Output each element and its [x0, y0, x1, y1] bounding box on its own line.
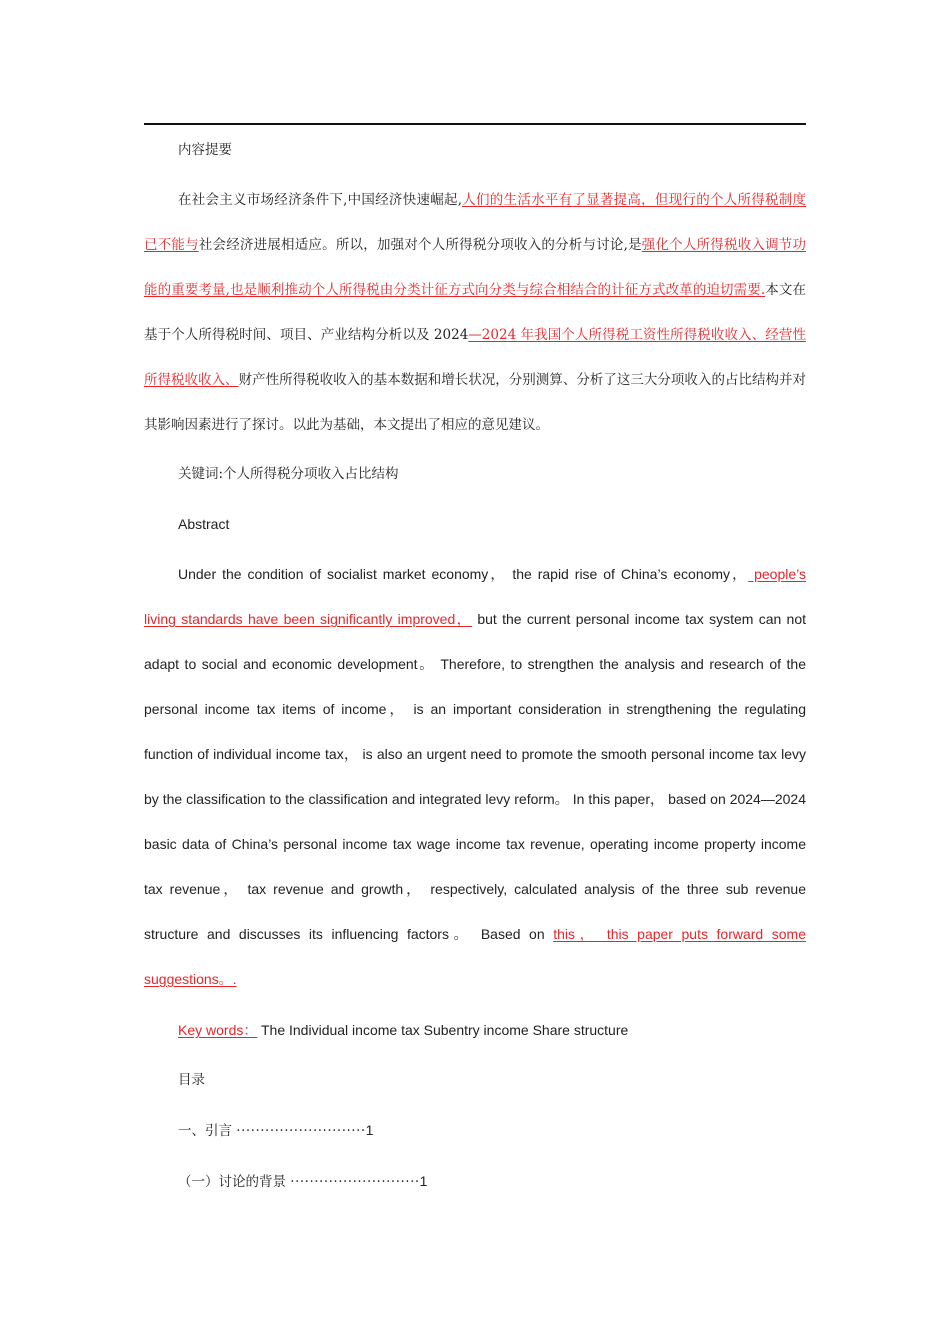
abstract-highlight-2: this， this paper puts forward some suggestions。.	[144, 926, 806, 987]
toc-item-page: 1	[419, 1173, 428, 1189]
toc-item-label: 一、引言	[178, 1123, 232, 1139]
summary-paragraph	[144, 178, 806, 448]
toc-item-dots: ···························	[290, 1174, 420, 1190]
keywords-en-text: The Individual income tax Subentry income Share structure	[257, 1022, 629, 1038]
abstract-heading: Abstract	[178, 516, 230, 532]
toc-item-dots: ···························	[236, 1123, 366, 1139]
summary-text-3: 本文在基于个人所得税时间、项目、产业结构分析以及 2024	[144, 282, 806, 343]
toc-item[interactable]	[144, 1118, 806, 1143]
summary-text-1: 在社会主义市场经济条件下,中国经济快速崛起,	[178, 192, 463, 208]
document-body	[144, 138, 806, 1194]
summary-text-2: 社会经济进展相适应。所以，加强对个人所得税分项收入的分析与讨论,是	[198, 237, 642, 253]
summary-text-4: 财产性所得税收收入的基本数据和增长状况，分别测算、分析了这三大分项收入的占比结构并对其影响因素进行了探讨。以此为基础，本文提出了相应的意见建议。	[144, 372, 807, 433]
abstract-text-2: but the current personal income tax system can not adapt to social and economic development。 Therefore, to strengthen the analysis and research of the personal income tax items of income， is an important consideration in strengthening the regulating function of individual income tax， is also an urgent need to promote the smooth personal income tax levy by the classification to the classification and integrated levy reform。 In this paper， based on 2024—2024 basic data of China’s personal income tax wage income tax revenue, operating income property income tax revenue， tax revenue and growth， respectively, calculated analysis of the three sub revenue structure and discusses its influencing factors。 Based on	[144, 611, 807, 942]
abstract-text-1: Under the condition of socialist market economy， the rapid rise of China’s economy，	[178, 566, 749, 582]
toc-item[interactable]	[144, 1169, 806, 1194]
toc-item-page: 1	[365, 1122, 374, 1138]
header-rule	[144, 123, 806, 125]
summary-heading: 内容提要	[178, 142, 232, 158]
abstract-paragraph	[144, 552, 806, 1002]
summary-highlight-2: 强化个人所得税收入调节功能的重要考量,也是顺利推动个人所得税由分类计征方式向分类与综合相结合的计征方式改革的迫切需要.	[144, 237, 807, 298]
keywords-en-label: Key words：	[178, 1022, 258, 1038]
summary-highlight-1: 人们的生活水平有了显著提高，但现行的个人所得税制度已不能与	[144, 192, 807, 253]
keywords-en	[144, 1018, 806, 1042]
toc-heading: 目录	[178, 1072, 205, 1088]
summary-highlight-3: —2024 年我国个人所得税工资性所得税收收入、经营性所得税收收入、	[144, 327, 806, 388]
abstract-highlight-1: people’s living standards have been significantly improved，	[144, 566, 806, 627]
keywords-cn: 关键词:个人所得税分项收入占比结构	[178, 466, 399, 482]
toc-item-label: （一）讨论的背景	[178, 1174, 286, 1190]
